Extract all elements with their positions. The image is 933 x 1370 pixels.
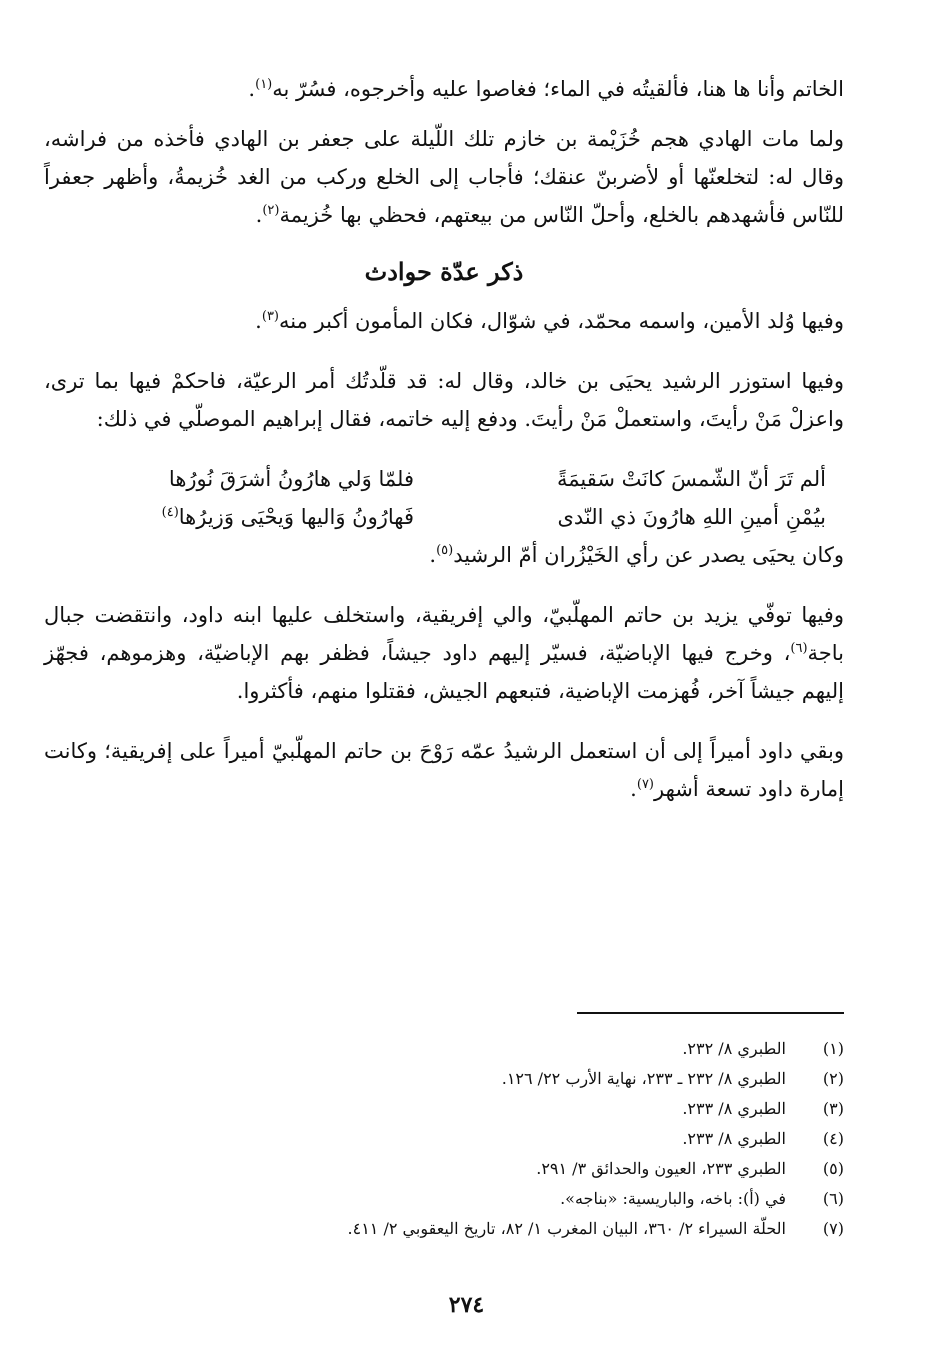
footnote-number: (٤) <box>822 1129 844 1148</box>
paragraph-5 <box>44 536 844 574</box>
paragraph-2-end: . <box>255 203 263 227</box>
footnote-ref-6: (٦) <box>790 641 808 656</box>
page-body <box>44 70 844 808</box>
paragraph-3-text: وفيها وُلد الأمين، واسمه محمّد، في شوّال، فكان المأمون أكبر منه <box>279 309 844 333</box>
footnote-number: (١) <box>822 1039 844 1058</box>
footnote-ref-5: (٥) <box>436 543 454 558</box>
footnote-ref-3: (٣) <box>261 309 279 324</box>
poem <box>44 460 844 536</box>
footnote-4 <box>44 1124 844 1154</box>
paragraph-1 <box>44 70 844 108</box>
footnote-text: في (أ): باخه، والباريسية: «بناجه». <box>560 1189 786 1208</box>
paragraph-6 <box>44 596 844 710</box>
footnote-ref-4: (٤) <box>161 505 179 520</box>
footnote-text: الطبري ٨/ ٢٣٣. <box>682 1129 786 1148</box>
verse-2-second-text: فَهارُونُ وَاليها وَيحْيَى وَزيرُها <box>178 505 414 529</box>
paragraph-2-text: ولما مات الهادي هجم خُزَيْمة بن خازم تلك اللّيلة على جعفر بن الهادي فأخذه من فراشه، وقال له: لتخلعنّها أو لأضربنّ عنقك؛ فأجاب إلى الخلع وركب من الغد خُزيمةُ، وأظهر جعفراً للنّاس فأشهدهم بالخلع، وأحلّ النّاس من بيعتهم، فحظي بها خُزيمة <box>44 127 844 227</box>
paragraph-1-text: الخاتم وأنا ها هنا، فألقيتُه في الماء؛ فغاصوا عليه وأخرجوه، فسُرّ به <box>272 77 844 101</box>
footnote-5 <box>44 1154 844 1184</box>
footnote-text: الطبري ٢٣٣، العيون والحدائق ٣/ ٢٩١. <box>536 1159 786 1178</box>
footnote-text: الطبري ٨/ ٢٣٢ ـ ٢٣٣، نهاية الأرب ٢٢/ ١٢٦. <box>501 1069 786 1088</box>
paragraph-1-end: . <box>248 77 256 101</box>
paragraph-6-continued: ، وخرج فيها الإباضيّة، فسيّر إليهم داود جيشاً، فظفر بهم الإباضيّة، وهزموهم، فجهّز إليهم جيشاً آخر، فُهزمت الإباضية، فتبعهم الجيش، فقتلوا منهم، فأكثروا. <box>44 641 844 703</box>
footnote-1 <box>44 1034 844 1064</box>
paragraph-5-text: وكان يحيَى يصدر عن رأي الخَيْزُران أمّ الرشيد <box>453 543 844 567</box>
footnote-text: الحلّة السيراء ٢/ ٣٦٠، البيان المغرب ١/ ٨٢، تاريخ اليعقوبي ٢/ ٤١١. <box>347 1219 786 1238</box>
footnote-number: (٦) <box>822 1189 844 1208</box>
verse-1-first-hemistich: ألم تَرَ أنّ الشّمسَ كانَتْ سَقيمَةً <box>557 467 826 491</box>
poem-verse-1 <box>44 460 844 498</box>
footnote-2 <box>44 1064 844 1094</box>
footnote-7 <box>44 1214 844 1244</box>
footnote-number: (٥) <box>822 1159 844 1178</box>
paragraph-4: وفيها استوزر الرشيد يحيَى بن خالد، وقال له: قد قلّدتُك أمر الرعيّة، فاحكمْ فيها بما ترى، واعزلْ مَنْ رأيتَ، واستعملْ مَنْ رأيتَ. ودفع إليه خاتمه، فقال إبراهيم الموصلّي في ذلك: <box>44 369 844 431</box>
paragraph-7 <box>44 732 844 808</box>
footnote-number: (٣) <box>822 1099 844 1118</box>
paragraph-6-text: وفيها توفّي يزيد بن حاتم المهلّبيّ، والي إفريقية، واستخلف عليها ابنه داود، وانتقضت جبال باجة <box>44 603 844 665</box>
verse-2-first-hemistich: بيُمْنِ أمينِ اللهِ هارُونَ ذي النّدى <box>557 505 826 529</box>
verse-1-second-hemistich: فلمّا وَلي هارُونُ أشرَقَ نُورُها <box>168 467 414 491</box>
paragraph-2 <box>44 120 844 234</box>
verse-2-second-hemistich <box>44 498 414 536</box>
page-number: ٢٧٤ <box>448 1292 485 1318</box>
paragraph-7-end: . <box>630 777 637 801</box>
paragraph-3 <box>44 302 844 340</box>
paragraph-7-text: وبقي داود أميراً إلى أن استعمل الرشيدُ عمّه رَوْحَ بن حاتم المهلّبيّ أميراً على إفريقية؛ وكانت إمارة داود تسعة أشهر <box>44 739 844 801</box>
footnote-6 <box>44 1184 844 1214</box>
footnotes <box>44 1034 844 1244</box>
poem-verse-2 <box>44 498 844 536</box>
footnote-text: الطبري ٨/ ٢٣٣. <box>682 1099 786 1118</box>
footnote-3 <box>44 1094 844 1124</box>
footnote-separator <box>577 1012 844 1014</box>
paragraph-5-end: . <box>429 543 437 567</box>
footnote-number: (٧) <box>822 1219 844 1238</box>
footnote-ref-7: (٧) <box>636 777 654 792</box>
paragraph-3-end: . <box>255 309 262 333</box>
section-heading: ذكر عدّة حوادث <box>364 257 524 286</box>
footnote-text: الطبري ٨/ ٢٣٢. <box>682 1039 786 1058</box>
footnote-ref-2: (٢) <box>262 203 280 218</box>
footnote-number: (٢) <box>822 1069 844 1088</box>
footnote-ref-1: (١) <box>255 77 273 92</box>
